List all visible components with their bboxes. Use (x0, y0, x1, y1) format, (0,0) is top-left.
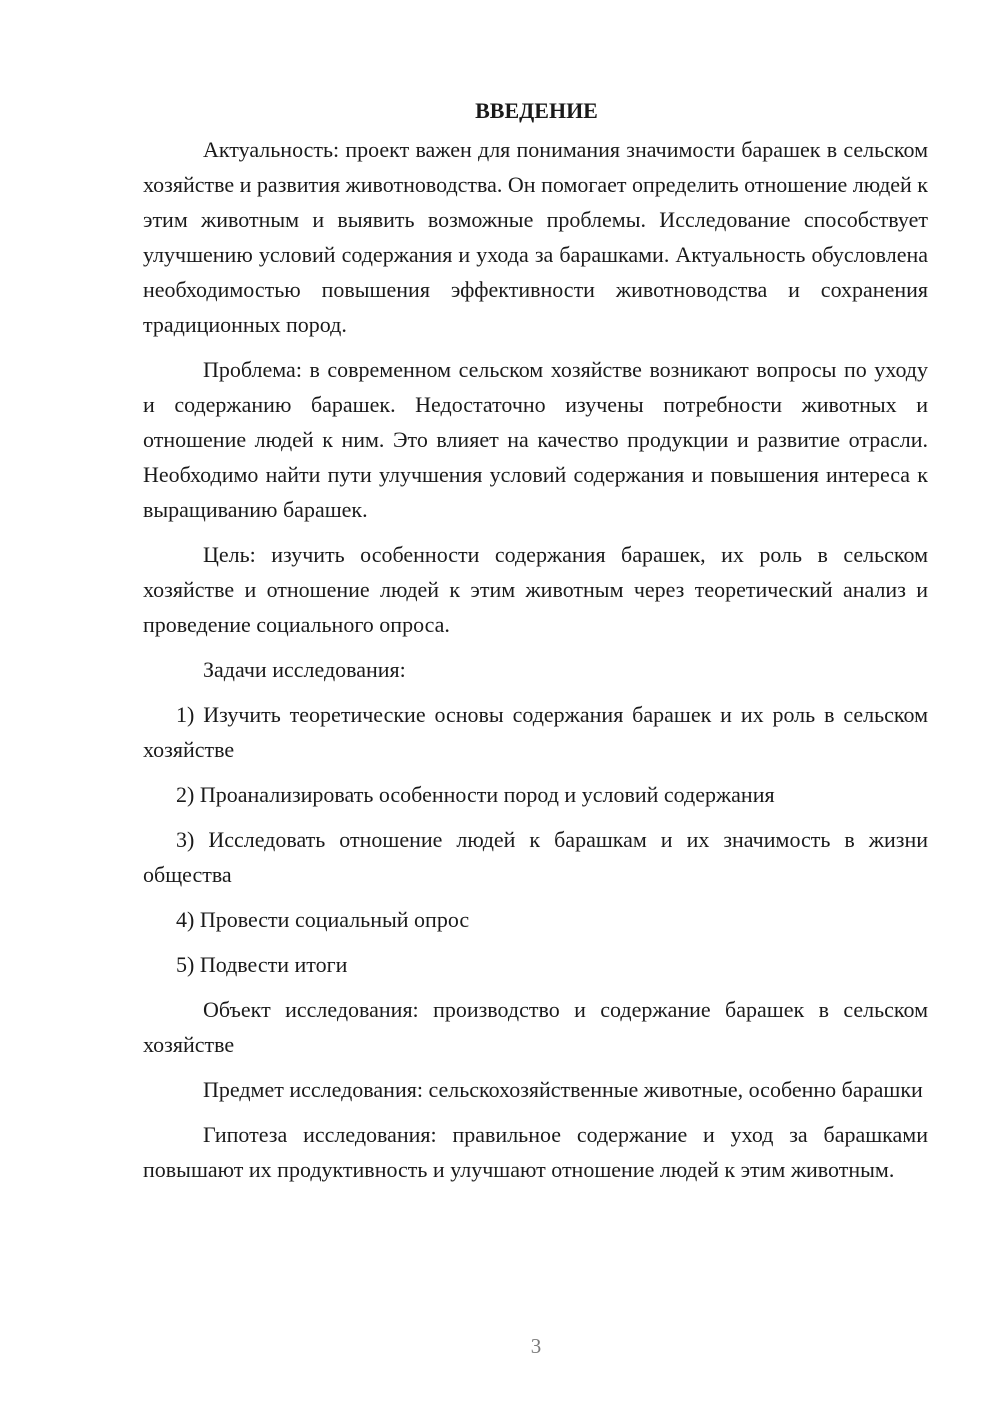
object-paragraph: Объект исследования: производство и содержание барашек в сельском хозяйстве (143, 997, 928, 1057)
problem-paragraph: Проблема: в современном сельском хозяйстве возникают вопросы по уходу и содержанию барашек. Недостаточно изучены потребности животных и отношение людей к ним. Это влияет на качество продукции и развитие отрасли. Необходимо найти пути улучшения условий содержания и повышения интереса к выращиванию барашек. (143, 357, 928, 522)
relevance-paragraph: Актуальность: проект важен для понимания значимости барашек в сельском хозяйстве и развития животноводства. Он помогает определить отношение людей к этим животным и выявить возможные проблемы. Исследование способствует улучшению условий содержания и ухода за барашками. Актуальность обусловлена необходимостью повышения эффективности животноводства и сохранения традиционных пород. (143, 137, 928, 337)
tasks-heading: Задачи исследования: (203, 657, 406, 682)
task-item-3: 3) Исследовать отношение людей к барашкам и их значимость в жизни общества (143, 827, 928, 887)
subject-paragraph: Предмет исследования: сельскохозяйственные животные, особенно барашки (203, 1077, 923, 1102)
task-item-4: 4) Провести социальный опрос (176, 907, 470, 932)
page-number: 3 (530, 1334, 542, 1358)
section-heading: ВВЕДЕНИЕ (475, 98, 598, 123)
page-content (143, 96, 928, 1197)
task-item-2: 2) Проанализировать особенности пород и условий содержания (176, 782, 775, 807)
task-item-5: 5) Подвести итоги (176, 952, 348, 977)
goal-paragraph: Цель: изучить особенности содержания барашек, их роль в сельском хозяйстве и отношение людей к этим животным через теоретический анализ и проведение социального опроса. (143, 542, 928, 637)
task-item-1: 1) Изучить теоретические основы содержания барашек и их роль в сельском хозяйстве (143, 702, 928, 762)
hypothesis-paragraph: Гипотеза исследования: правильное содержание и уход за барашками повышают их продуктивность и улучшают отношение людей к этим животным. (143, 1122, 928, 1182)
